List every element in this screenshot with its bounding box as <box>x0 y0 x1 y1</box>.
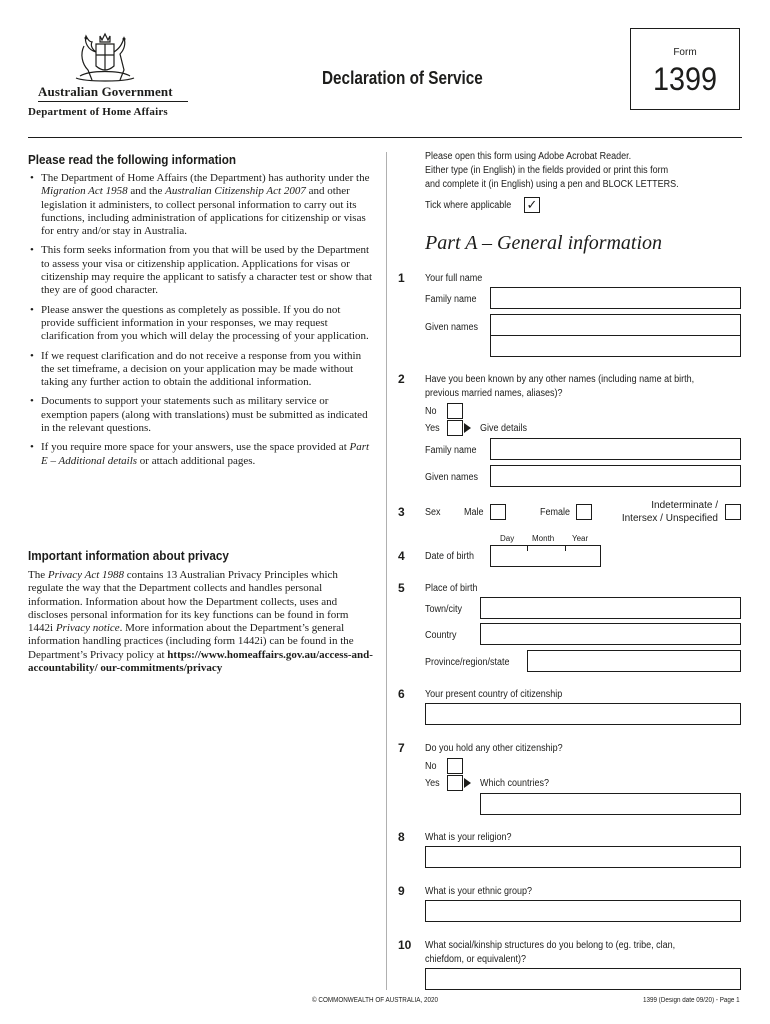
question-number: 5 <box>398 581 405 595</box>
form-number-box <box>630 28 740 110</box>
form-number: 1399 <box>652 61 718 97</box>
q5-town-label: Town/city <box>425 604 463 615</box>
question-number: 6 <box>398 687 405 701</box>
q1-given-names-field-2[interactable] <box>490 335 741 357</box>
q2-given-names-label: Given names <box>425 472 479 483</box>
q5-country-label: Country <box>425 630 457 641</box>
info-bullet: • If we request clarification and do not receive a response from you within the set timeframe, a decision on your application may be made without taking any further action to obtain the additional information. <box>30 350 374 390</box>
q6-citizenship-field[interactable] <box>425 703 741 725</box>
q1-family-name-field[interactable] <box>490 287 741 309</box>
q3-female-label: Female <box>540 507 571 518</box>
q3-indeterminate-checkbox[interactable] <box>725 504 741 520</box>
q2-yes-label: Yes <box>425 423 440 434</box>
logo-divider <box>38 101 188 102</box>
header-rule <box>28 137 742 138</box>
q2-family-name-label: Family name <box>425 445 477 456</box>
info-heading: Please read the following information <box>28 152 237 167</box>
q4-year-label: Year <box>572 534 589 543</box>
coat-of-arms-icon <box>66 30 144 86</box>
footer-copyright: © COMMONWEALTH OF AUSTRALIA, 2020 <box>312 997 438 1004</box>
question-number: 8 <box>398 830 405 844</box>
q5-town-field[interactable] <box>480 597 741 619</box>
q2-no-label: No <box>425 406 437 417</box>
privacy-heading: Important information about privacy <box>28 548 229 563</box>
q2-no-checkbox[interactable] <box>447 403 463 419</box>
q3-male-checkbox[interactable] <box>490 504 506 520</box>
q10-kinship-field[interactable] <box>425 968 741 990</box>
q4-day-label: Day <box>500 534 515 543</box>
question-number: 7 <box>398 741 405 755</box>
column-divider <box>386 152 387 990</box>
q4-month-label: Month <box>532 534 555 543</box>
question-number: 2 <box>398 372 405 386</box>
q5-country-field[interactable] <box>480 623 741 645</box>
q5-province-field[interactable] <box>527 650 741 672</box>
info-bullet-list <box>30 172 374 474</box>
q3-indeterminate-line-1: Indeterminate / <box>651 500 718 511</box>
info-bullet: • Documents to support your statements such as military service or exemption papers (along with translations) must be submitted as indicated in the relevant questions. <box>30 395 374 435</box>
q7-label: Do you hold any other citizenship? <box>425 743 563 754</box>
part-a-title: Part A – General information <box>425 232 663 254</box>
q2-label-line-1: Have you been known by any other names (including name at birth, <box>425 374 695 385</box>
q2-give-details-label: Give details <box>480 423 528 434</box>
instruction-line-1: Please open this form using Adobe Acrobat Reader. <box>425 151 632 162</box>
tick-example-box: ✓ <box>524 197 540 213</box>
q1-given-names-field[interactable] <box>490 314 741 336</box>
question-number: 10 <box>398 938 412 952</box>
q2-given-names-field[interactable] <box>490 465 741 487</box>
q1-family-name-label: Family name <box>425 294 477 305</box>
question-number: 3 <box>398 505 405 519</box>
q3-label: Sex <box>425 507 441 518</box>
info-bullet: • If you require more space for your answers, use the space provided at Part E – Additional details or attach additional pages. <box>30 441 374 468</box>
q7-which-countries-label: Which countries? <box>480 778 550 789</box>
q3-female-checkbox[interactable] <box>576 504 592 520</box>
department-name: Department of Home Affairs <box>28 106 168 118</box>
q7-yes-checkbox[interactable] <box>447 775 463 791</box>
q8-religion-field[interactable] <box>425 846 741 868</box>
q8-label: What is your religion? <box>425 832 512 843</box>
q6-label: Your present country of citizenship <box>425 689 563 700</box>
q4-date-of-birth-field[interactable] <box>490 545 601 567</box>
instruction-line-3: and complete it (in English) using a pen and BLOCK LETTERS. <box>425 179 679 190</box>
q4-label: Date of birth <box>425 551 475 562</box>
tick-instruction: Tick where applicable <box>425 200 512 211</box>
question-number: 1 <box>398 271 405 285</box>
info-bullet: • Please answer the questions as completely as possible. If you do not provide sufficient information in your responses, we may request clarification from you which will delay the processing of your application. <box>30 304 374 344</box>
q7-countries-field[interactable] <box>480 793 741 815</box>
info-bullet: • This form seeks information from you that will be used by the Department to assess your visa or citizenship application. Applications for visas or citizenship may require the applicant to satisfy a character test or show that they are of good character. <box>30 244 374 297</box>
q7-yes-label: Yes <box>425 778 440 789</box>
q10-label-line-1: What social/kinship structures do you belong to (eg. tribe, clan, <box>425 940 676 951</box>
q2-label-line-2: previous married names, aliases)? <box>425 388 563 399</box>
q10-label-line-2: chiefdom, or equivalent)? <box>425 954 527 965</box>
question-number: 9 <box>398 884 405 898</box>
q9-label: What is your ethnic group? <box>425 886 533 897</box>
form-label: Form <box>673 47 697 58</box>
info-bullet: • The Department of Home Affairs (the Department) has authority under the Migration Act 1958 and the Australian Citizenship Act 2007 and other legislation it administers, to collect personal information to carry out its functions, including administration of applications for citizenship or visas for entry and/or stay in Australia. <box>30 172 374 238</box>
q7-no-checkbox[interactable] <box>447 758 463 774</box>
q7-no-label: No <box>425 761 437 772</box>
q9-ethnic-group-field[interactable] <box>425 900 741 922</box>
question-number: 4 <box>398 549 405 563</box>
q5-province-label: Province/region/state <box>425 657 510 668</box>
instruction-line-2: Either type (in English) in the fields provided or print this form <box>425 165 669 176</box>
q3-indeterminate-label <box>600 499 718 525</box>
form-title: Declaration of Service <box>322 68 483 88</box>
arrow-right-icon <box>464 778 471 788</box>
footer-page-info: 1399 (Design date 09/20) - Page 1 <box>643 997 740 1004</box>
arrow-right-icon <box>464 423 471 433</box>
q2-family-name-field[interactable] <box>490 438 741 460</box>
privacy-body: The Privacy Act 1988 contains 13 Australian Privacy Principles which regulate the way that the Department collects and handles personal information. Information about how the Department collects, uses and discloses personal information for its key functions can be found in form 1442i Privacy notice. More information about the Department’s general information handling practices (including form 1442i) can be found in the Department’s Privacy policy at https://www.homeaffairs.gov.au/access-and-accountability/ our-commitments/privacy <box>28 569 373 675</box>
q3-indeterminate-line-2: Intersex / Unspecified <box>621 513 718 524</box>
q5-label: Place of birth <box>425 583 478 594</box>
q1-label: Your full name <box>425 273 483 284</box>
q1-given-names-label: Given names <box>425 322 479 333</box>
q3-male-label: Male <box>464 507 484 518</box>
q2-yes-checkbox[interactable] <box>447 420 463 436</box>
government-name: Australian Government <box>38 84 173 99</box>
